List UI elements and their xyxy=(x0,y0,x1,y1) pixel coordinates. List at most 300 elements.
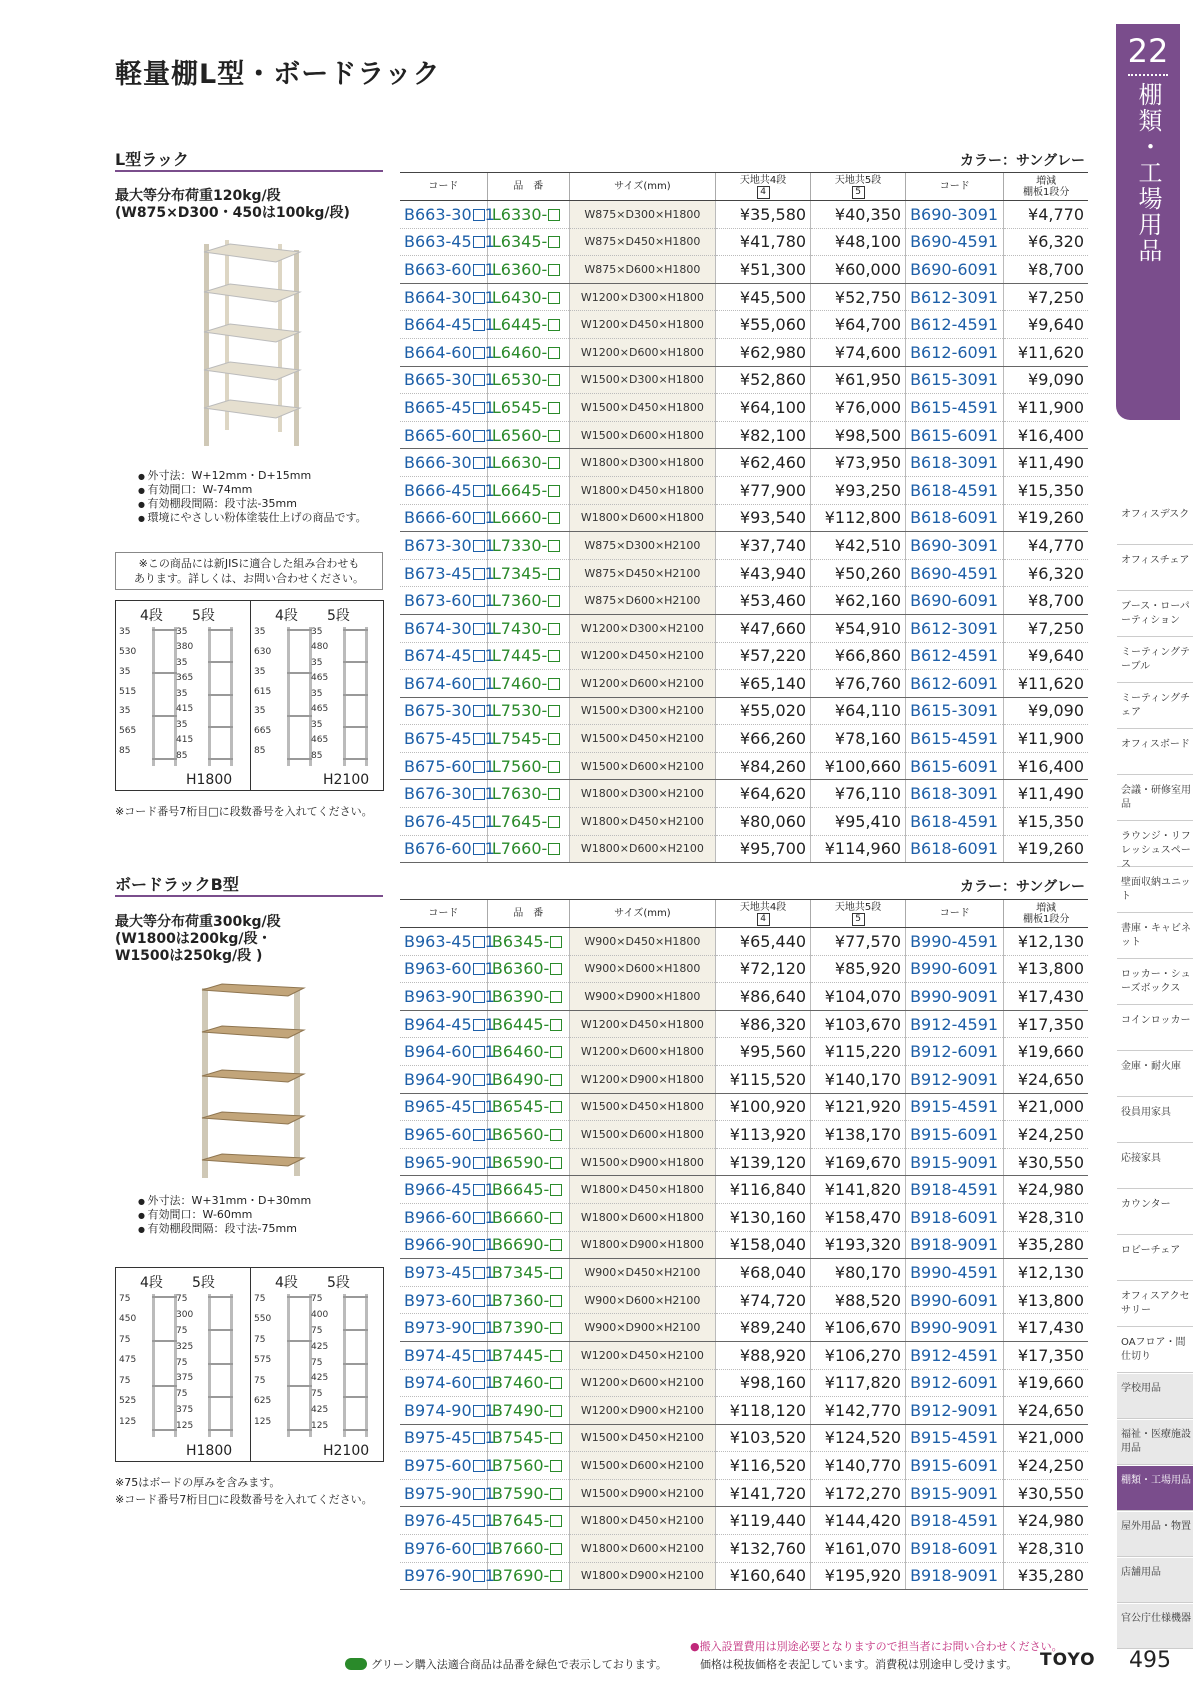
diagram-half xyxy=(116,1268,249,1461)
part-number-cell xyxy=(484,1397,569,1425)
size-cell: W1800×D300×H2100 xyxy=(569,780,715,808)
tier-box-icon xyxy=(548,788,560,800)
size-cell: W1800×D600×H1800 xyxy=(569,504,715,532)
add-price-cell: ¥24,980 xyxy=(1004,1507,1088,1535)
add-code-cell: B615-4591 xyxy=(906,725,1004,753)
code-text: B974-90 xyxy=(404,1400,472,1420)
code-cell xyxy=(400,1341,495,1369)
table-row xyxy=(400,1314,1088,1342)
tier-box-icon xyxy=(473,485,485,497)
code-suffix: 1 xyxy=(484,931,495,951)
code-text: B664-30 xyxy=(404,287,472,307)
part-text: L7660- xyxy=(491,839,548,859)
code-text: B664-45 xyxy=(404,315,472,335)
price-5-cell: ¥140,770 xyxy=(811,1452,906,1480)
sidebar-item[interactable] xyxy=(1117,500,1193,545)
tier-box-icon xyxy=(473,1432,485,1444)
diagram-dimension: 415 xyxy=(176,704,194,715)
diagram-dimension: 125 xyxy=(311,1421,329,1432)
size-cell: W1500×D900×H1800 xyxy=(569,1148,715,1176)
add-price-cell: ¥19,260 xyxy=(1004,504,1088,532)
part-number-cell xyxy=(484,670,569,698)
table-row xyxy=(400,725,1088,753)
add-price-cell: ¥7,250 xyxy=(1004,283,1088,311)
code-suffix: 1 xyxy=(484,784,495,804)
tier-box-icon xyxy=(473,595,485,607)
add-code-cell: B690-3091 xyxy=(906,532,1004,560)
tier-box-icon xyxy=(473,347,485,359)
price-5-cell: ¥74,600 xyxy=(811,338,906,366)
section2-footnote xyxy=(115,1474,373,1508)
add-code-cell: B912-9091 xyxy=(906,1397,1004,1425)
price-4-cell: ¥132,760 xyxy=(716,1535,811,1563)
price-4-cell: ¥116,520 xyxy=(716,1452,811,1480)
part-text: L7560- xyxy=(491,756,548,776)
code-text: B663-45 xyxy=(404,232,472,252)
price-4-cell: ¥86,640 xyxy=(716,983,811,1011)
header-row xyxy=(400,900,1088,928)
diagram-dimension: 75 xyxy=(311,1357,323,1368)
part-text: L7360- xyxy=(491,591,548,611)
code-text: B676-45 xyxy=(404,811,472,831)
part-number-cell xyxy=(484,421,569,449)
part-number-cell xyxy=(484,614,569,642)
load-line: (W875×D300・450は100kg/段) xyxy=(115,205,350,221)
column-number-badge: 5 xyxy=(852,913,865,926)
sidebar-item[interactable] xyxy=(1117,1328,1193,1373)
add-code-cell: B690-4591 xyxy=(906,559,1004,587)
table-row xyxy=(400,1203,1088,1231)
price-5-cell: ¥77,570 xyxy=(811,928,906,956)
code-text: B665-60 xyxy=(404,425,472,445)
table-row xyxy=(400,366,1088,394)
tier-box-icon xyxy=(550,1129,562,1141)
diagram-shelf xyxy=(152,629,177,631)
add-code-cell: B612-4591 xyxy=(906,642,1004,670)
tier-box-icon xyxy=(548,705,560,717)
diagram-post xyxy=(287,627,290,766)
part-number-cell xyxy=(484,283,569,311)
section2-rule xyxy=(115,895,383,897)
price-4-cell: ¥115,520 xyxy=(716,1065,811,1093)
part-number-cell xyxy=(484,1479,569,1507)
tier-box-icon xyxy=(473,1046,485,1058)
sidebar-item[interactable] xyxy=(1117,1604,1193,1649)
part-number-cell xyxy=(484,504,569,532)
price-4-cell: ¥93,540 xyxy=(716,504,811,532)
sidebar-item[interactable] xyxy=(1117,1052,1193,1097)
add-price-cell: ¥24,250 xyxy=(1004,1452,1088,1480)
table-row xyxy=(400,697,1088,725)
price-5-cell: ¥64,700 xyxy=(811,311,906,339)
tier-box-icon xyxy=(473,936,485,948)
diagram-dimension: 425 xyxy=(311,1341,329,1352)
price-5-cell: ¥193,320 xyxy=(811,1231,906,1259)
tier-box-icon xyxy=(550,1377,562,1389)
diagram-dimension: 35 xyxy=(119,627,131,637)
part-text: B7390- xyxy=(491,1318,550,1338)
load-line: 最大等分布荷重300kg/段 xyxy=(115,914,281,930)
tier-box-icon xyxy=(550,991,562,1003)
diagram-label-5: 5段 xyxy=(327,1275,350,1291)
diagram-label-5: 5段 xyxy=(192,1275,215,1291)
size-cell: W1500×D600×H1800 xyxy=(569,421,715,449)
code-suffix: 1 xyxy=(484,1069,495,1089)
code-cell xyxy=(400,1479,495,1507)
diagram-label-4: 4段 xyxy=(275,1275,298,1291)
add-price-cell: ¥11,490 xyxy=(1004,449,1088,477)
price-4-cell: ¥35,580 xyxy=(716,201,811,229)
sidebar-item-label: 書庫・キャビネット xyxy=(1121,923,1191,948)
add-price-cell: ¥8,700 xyxy=(1004,587,1088,615)
add-code-cell: B690-4591 xyxy=(906,228,1004,256)
code-suffix: 1 xyxy=(484,204,495,224)
header-size: サイズ(mm) xyxy=(569,173,715,201)
part-number-cell xyxy=(484,1176,569,1204)
tier-box-icon xyxy=(473,1377,485,1389)
part-number-cell xyxy=(484,228,569,256)
code-cell xyxy=(400,1314,495,1342)
green-legend xyxy=(345,1656,667,1672)
code-text: B673-60 xyxy=(404,591,472,611)
add-price-cell: ¥30,550 xyxy=(1004,1479,1088,1507)
section2-table xyxy=(400,899,1088,1590)
tier-box-icon xyxy=(473,678,485,690)
code-cell xyxy=(400,808,495,836)
size-cell: W1800×D450×H2100 xyxy=(569,808,715,836)
code-text: B965-60 xyxy=(404,1124,472,1144)
code-text: B966-90 xyxy=(404,1235,472,1255)
sidebar-item[interactable] xyxy=(1117,1512,1193,1557)
diagram-dimension: 35 xyxy=(176,627,188,637)
code-text: B975-90 xyxy=(404,1483,472,1503)
diagram-dimension: 75 xyxy=(176,1294,188,1304)
diagram-shelf xyxy=(343,1429,368,1431)
diagram-dimension: 575 xyxy=(254,1355,272,1366)
price-4-cell: ¥95,560 xyxy=(716,1038,811,1066)
diagram-dimension: 85 xyxy=(176,750,188,761)
tier-box-icon xyxy=(550,1515,562,1527)
code-cell xyxy=(400,1259,495,1287)
note-item: ● 有効棚段間隔：段寸法-35mm xyxy=(138,497,367,511)
sidebar-item[interactable] xyxy=(1117,730,1193,775)
size-cell: W900×D600×H2100 xyxy=(569,1286,715,1314)
sidebar-item[interactable] xyxy=(1117,546,1193,591)
add-price-cell: ¥6,320 xyxy=(1004,228,1088,256)
code-cell xyxy=(400,587,495,615)
add-code-cell: B690-3091 xyxy=(906,201,1004,229)
add-code-cell: B912-4591 xyxy=(906,1010,1004,1038)
sidebar-item[interactable] xyxy=(1117,1420,1193,1465)
price-4-cell: ¥65,440 xyxy=(716,928,811,956)
code-text: B966-45 xyxy=(404,1180,472,1200)
price-5-cell: ¥76,110 xyxy=(811,780,906,808)
section1-title: L型ラック xyxy=(115,150,189,169)
part-text: B6690- xyxy=(491,1235,550,1255)
part-text: L7530- xyxy=(491,701,548,721)
tier-box-icon xyxy=(550,1046,562,1058)
tier-box-icon xyxy=(550,1019,562,1031)
tier-box-icon xyxy=(473,1322,485,1334)
code-text: B666-60 xyxy=(404,508,472,528)
section1-color: カラー：サングレー xyxy=(960,153,1086,169)
code-cell xyxy=(400,256,495,284)
part-text: B6460- xyxy=(491,1042,550,1062)
table-row xyxy=(400,311,1088,339)
part-number-cell xyxy=(484,338,569,366)
add-price-cell: ¥9,090 xyxy=(1004,366,1088,394)
chapter-tab[interactable] xyxy=(1116,24,1180,420)
diagram-height-label: H2100 xyxy=(323,1443,370,1459)
diagram-dimension: 665 xyxy=(254,726,272,737)
sidebar-item[interactable] xyxy=(1117,1190,1193,1235)
tier-box-icon xyxy=(473,1405,485,1417)
part-text: L6530- xyxy=(491,370,548,390)
sidebar-item[interactable] xyxy=(1117,868,1193,913)
code-text: B963-60 xyxy=(404,959,472,979)
header-row xyxy=(400,173,1088,201)
tier-box-icon xyxy=(550,1239,562,1251)
add-price-cell: ¥7,250 xyxy=(1004,614,1088,642)
sidebar-item[interactable] xyxy=(1117,1558,1193,1603)
column-number-badge: 4 xyxy=(757,186,770,199)
diagram-shelf xyxy=(152,1429,177,1431)
part-text: L7645- xyxy=(491,811,548,831)
price-5-cell: ¥61,950 xyxy=(811,366,906,394)
diagram-post xyxy=(230,1294,233,1437)
price-4-cell: ¥86,320 xyxy=(716,1010,811,1038)
code-text: B664-60 xyxy=(404,342,472,362)
size-cell: W1500×D900×H2100 xyxy=(569,1479,715,1507)
part-text: B7345- xyxy=(491,1262,550,1282)
sidebar-item-label: オフィスアクセサリー xyxy=(1121,1291,1190,1316)
sidebar-item-label: 役員用家具 xyxy=(1121,1107,1171,1118)
table-row xyxy=(400,928,1088,956)
table-row xyxy=(400,808,1088,836)
diagram-dimension: 300 xyxy=(176,1309,194,1320)
code-cell xyxy=(400,752,495,780)
sidebar-item[interactable] xyxy=(1117,960,1193,1005)
code-text: B964-45 xyxy=(404,1014,472,1034)
part-text: L7545- xyxy=(491,729,548,749)
price-5-cell: ¥144,420 xyxy=(811,1507,906,1535)
tier-box-icon xyxy=(550,1322,562,1334)
tier-box-icon xyxy=(473,540,485,552)
size-cell: W1500×D600×H2100 xyxy=(569,752,715,780)
code-cell xyxy=(400,1535,495,1563)
sidebar-item[interactable] xyxy=(1117,1282,1193,1327)
code-suffix: 1 xyxy=(484,1511,495,1531)
sidebar-item[interactable] xyxy=(1117,1466,1193,1511)
price-4-cell: ¥89,240 xyxy=(716,1314,811,1342)
code-cell xyxy=(400,670,495,698)
table-row xyxy=(400,1535,1088,1563)
price-4-cell: ¥55,020 xyxy=(716,697,811,725)
part-number-cell xyxy=(484,1341,569,1369)
code-text: B663-30 xyxy=(404,204,472,224)
diagram-dimension: 75 xyxy=(119,1294,131,1304)
code-text: B976-90 xyxy=(404,1566,472,1586)
tier-box-icon xyxy=(548,209,560,221)
add-price-cell: ¥16,400 xyxy=(1004,752,1088,780)
part-number-cell xyxy=(484,955,569,983)
tier-box-icon xyxy=(473,1267,485,1279)
code-suffix: 1 xyxy=(484,618,495,638)
diagram-dimension: 465 xyxy=(311,673,329,684)
price-4-cell: ¥158,040 xyxy=(716,1231,811,1259)
tier-box-icon xyxy=(550,936,562,948)
add-price-cell: ¥21,000 xyxy=(1004,1424,1088,1452)
sidebar-item[interactable] xyxy=(1117,592,1193,637)
tier-box-icon xyxy=(473,1239,485,1251)
tier-box-icon xyxy=(473,1184,485,1196)
code-suffix: 1 xyxy=(484,646,495,666)
code-cell xyxy=(400,366,495,394)
add-code-cell: B912-9091 xyxy=(906,1065,1004,1093)
tier-box-icon xyxy=(548,347,560,359)
brand-logo: TOYO xyxy=(1040,1650,1096,1670)
diagram-post xyxy=(365,627,368,766)
diagram-dimension: 475 xyxy=(119,1355,137,1366)
diagram-dimension: 35 xyxy=(311,657,323,668)
code-cell xyxy=(400,1507,495,1535)
tier-box-icon xyxy=(550,1157,562,1169)
diagram-dimension: 35 xyxy=(119,706,131,717)
add-code-cell: B918-6091 xyxy=(906,1535,1004,1563)
code-suffix: 1 xyxy=(484,1124,495,1144)
sidebar-item[interactable] xyxy=(1117,776,1193,821)
diagram-dimension: 35 xyxy=(311,688,323,699)
sidebar-item[interactable] xyxy=(1117,1236,1193,1281)
part-text: B7460- xyxy=(491,1373,550,1393)
diagram-dimension: 625 xyxy=(254,1396,272,1407)
tier-box-icon xyxy=(550,963,562,975)
size-cell: W875×D600×H1800 xyxy=(569,256,715,284)
add-price-cell: ¥4,770 xyxy=(1004,201,1088,229)
diagram-shelf xyxy=(208,1296,233,1298)
part-number-cell xyxy=(484,311,569,339)
diagram-shelf xyxy=(208,629,233,631)
tier-box-icon xyxy=(473,1515,485,1527)
price-5-cell: ¥117,820 xyxy=(811,1369,906,1397)
sidebar-item-label: ブース・ローパーティション xyxy=(1121,601,1190,626)
code-cell xyxy=(400,559,495,587)
price-5-cell: ¥85,920 xyxy=(811,955,906,983)
price-4-cell: ¥68,040 xyxy=(716,1259,811,1287)
code-cell xyxy=(400,1424,495,1452)
code-text: B666-45 xyxy=(404,480,472,500)
add-price-cell: ¥15,350 xyxy=(1004,476,1088,504)
tier-box-icon xyxy=(473,1543,485,1555)
code-text: B675-60 xyxy=(404,756,472,776)
price-5-cell: ¥62,160 xyxy=(811,587,906,615)
price-5-cell: ¥80,170 xyxy=(811,1259,906,1287)
tier-box-icon xyxy=(550,1405,562,1417)
add-code-cell: B615-3091 xyxy=(906,366,1004,394)
code-text: B675-30 xyxy=(404,701,472,721)
part-text: B6545- xyxy=(491,1097,550,1117)
tier-box-icon xyxy=(473,457,485,469)
add-price-cell: ¥24,650 xyxy=(1004,1065,1088,1093)
diagram-dimension: 75 xyxy=(254,1375,266,1386)
price-5-cell: ¥195,920 xyxy=(811,1562,906,1590)
sidebar-item[interactable] xyxy=(1117,684,1193,729)
section2-title: ボードラックB型 xyxy=(115,875,239,894)
code-cell xyxy=(400,201,495,229)
diagram-dimension: 615 xyxy=(254,686,272,697)
sidebar-item[interactable] xyxy=(1117,1374,1193,1419)
diagram-shelf xyxy=(152,672,177,674)
diagram-post xyxy=(343,627,346,766)
diagram-half xyxy=(116,601,249,790)
add-price-cell: ¥28,310 xyxy=(1004,1535,1088,1563)
price-5-cell: ¥93,250 xyxy=(811,476,906,504)
diagram-shelf xyxy=(287,715,312,717)
add-code-cell: B918-9091 xyxy=(906,1231,1004,1259)
diagram-dimension: 35 xyxy=(311,627,323,637)
diagram-dimension: 75 xyxy=(119,1375,131,1386)
tier-box-icon xyxy=(548,623,560,635)
section1-rule xyxy=(115,170,383,172)
price-4-cell: ¥130,160 xyxy=(716,1203,811,1231)
part-text: B7660- xyxy=(491,1538,550,1558)
price-5-cell: ¥138,170 xyxy=(811,1121,906,1149)
tier-box-icon xyxy=(548,816,560,828)
price-4-cell: ¥66,260 xyxy=(716,725,811,753)
table-row xyxy=(400,476,1088,504)
sidebar-item[interactable] xyxy=(1117,1144,1193,1189)
tier-box-icon xyxy=(473,568,485,580)
add-price-cell: ¥12,130 xyxy=(1004,1259,1088,1287)
sidebar-item[interactable] xyxy=(1117,1098,1193,1143)
price-4-cell: ¥118,120 xyxy=(716,1397,811,1425)
diagram-shelf xyxy=(287,1340,312,1342)
sidebar-item[interactable] xyxy=(1117,1006,1193,1051)
part-text: B6560- xyxy=(491,1124,550,1144)
code-text: B676-30 xyxy=(404,784,472,804)
code-suffix: 1 xyxy=(484,1290,495,1310)
code-suffix: 1 xyxy=(484,1538,495,1558)
add-code-cell: B912-4591 xyxy=(906,1341,1004,1369)
size-cell: W1500×D300×H1800 xyxy=(569,366,715,394)
part-text: B7490- xyxy=(491,1400,550,1420)
sidebar-item[interactable] xyxy=(1117,822,1193,870)
header-part: 品 番 xyxy=(487,900,569,928)
code-suffix: 1 xyxy=(484,232,495,252)
sidebar-item[interactable] xyxy=(1117,638,1193,683)
add-code-cell: B915-6091 xyxy=(906,1452,1004,1480)
diagram-shelf xyxy=(343,1296,368,1298)
part-text: B6360- xyxy=(491,959,550,979)
tier-box-icon xyxy=(473,788,485,800)
code-text: B665-45 xyxy=(404,397,472,417)
sidebar-item-label: カウンター xyxy=(1121,1199,1171,1210)
price-5-cell: ¥172,270 xyxy=(811,1479,906,1507)
code-text: B676-60 xyxy=(404,839,472,859)
diagram-dimension: 35 xyxy=(311,719,323,730)
sidebar-item[interactable] xyxy=(1117,914,1193,959)
part-number-cell xyxy=(484,752,569,780)
price-4-cell: ¥37,740 xyxy=(716,532,811,560)
size-cell: W900×D600×H1800 xyxy=(569,955,715,983)
diagram-shelf xyxy=(152,1340,177,1342)
part-number-cell xyxy=(484,1507,569,1535)
sidebar-item-label: ロッカー・シューズボックス xyxy=(1121,969,1191,994)
diagram-dimension: 75 xyxy=(176,1389,188,1400)
diagram-shelf xyxy=(343,1329,368,1331)
code-suffix: 1 xyxy=(484,1428,495,1448)
diagram-half xyxy=(250,601,384,790)
